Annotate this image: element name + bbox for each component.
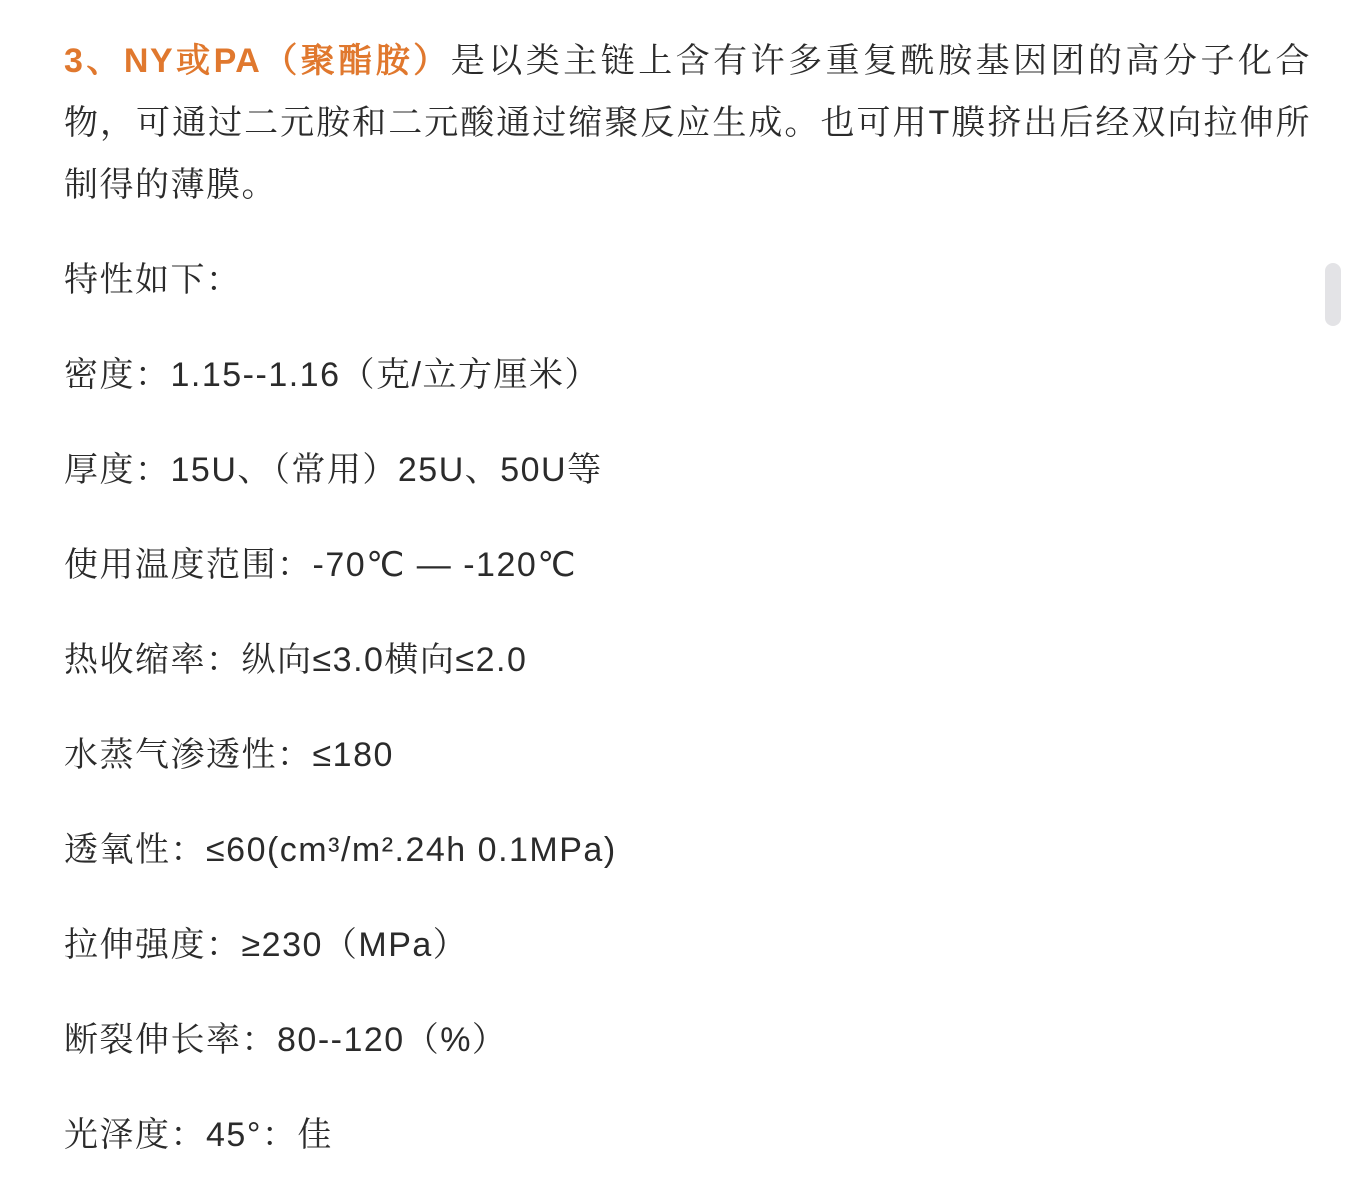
property-line-temperature-range: 使用温度范围：-70℃ — -120℃ <box>64 546 577 584</box>
property-line-tensile-strength: 拉伸强度：≥230（MPa） <box>64 926 469 964</box>
scrollbar-thumb[interactable] <box>1325 263 1341 326</box>
property-line-density: 密度：1.15--1.16（克/立方厘米） <box>64 356 600 394</box>
property-line-glossiness: 光泽度：45°：佳 <box>64 1116 333 1154</box>
intro-text: 是以类主链上含有许多重复酰胺基因团的高分子化合物，可通过二元胺和二元酸通过缩聚反应生成。也可用T膜挤出后经双向拉伸所制得的薄膜。 <box>64 42 1312 204</box>
property-line-thickness: 厚度：15U、（常用）25U、50U等 <box>64 451 603 489</box>
property-line-heat-shrinkage: 热收缩率：纵向≤3.0横向≤2.0 <box>64 641 528 679</box>
property-line-oxygen-permeability: 透氧性：≤60(cm³/m².24h 0.1MPa) <box>64 831 617 869</box>
section-label: 特性如下： <box>64 261 242 299</box>
intro-heading-highlight: 3、NY或PA（聚酯胺） <box>64 42 451 80</box>
property-line-elongation-at-break: 断裂伸长率：80--120（%） <box>64 1021 508 1059</box>
property-line-water-vapor-permeability: 水蒸气渗透性：≤180 <box>64 736 394 774</box>
intro-paragraph <box>64 30 1311 216</box>
